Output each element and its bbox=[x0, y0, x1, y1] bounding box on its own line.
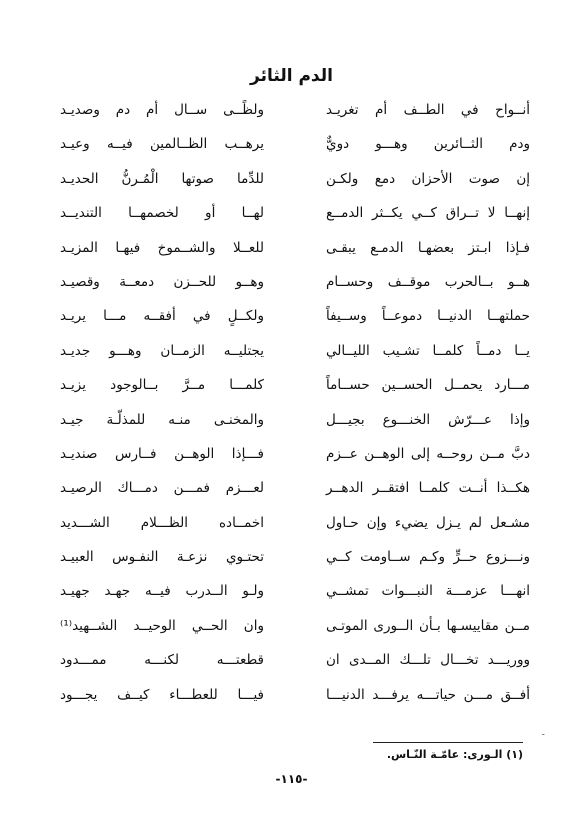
verse-second-hemistich: وهــو للحــزن دمعــة وقصيـد bbox=[60, 273, 264, 290]
verse-second-hemistich: ولظًــى ســال أم دم وصديـد bbox=[60, 102, 264, 118]
verse-first-hemistich: أفــق مـــن حياتـــه يرفـــد الدنيـــا bbox=[326, 686, 530, 703]
footnote-divider bbox=[373, 742, 523, 743]
verse-second-hemistich: ولـو الــدرب فيــه جهـد جهيـد bbox=[60, 583, 264, 600]
verse-line bbox=[60, 474, 530, 508]
verse-first-hemistich: وإذا عـــرّش الخنـــوع بجيـــل bbox=[326, 411, 530, 428]
verse-first-hemistich: فـإذا ابـتز بعضهـا الدمـع يبقـى bbox=[326, 239, 530, 256]
verse-first-hemistich: إن صوت الأحزان دمع ولكـن bbox=[326, 170, 530, 187]
verse-first-hemistich: هــو بــالحرب موقــف وحســام bbox=[326, 273, 530, 290]
verse-line bbox=[60, 406, 530, 440]
verse-first-hemistich: مشـعل لم يـزل يضيء وإن حـاول bbox=[326, 514, 530, 531]
verse-second-hemistich: لهــا أو لخصمهــا التنديــد bbox=[60, 205, 264, 222]
verse-second-hemistich: للعــلا والشــموخ فيهـا المزيـد bbox=[60, 239, 264, 256]
verse-line bbox=[60, 199, 530, 233]
verse-line bbox=[60, 268, 530, 302]
verse-line bbox=[60, 543, 530, 577]
verse-second-hemistich: ولكــلٍ في أفقــه مـــا يريـد bbox=[60, 308, 264, 325]
verse-first-hemistich: حملتهــا الدنيــا دموعــاً وســيفاً bbox=[326, 308, 530, 325]
verse-line bbox=[60, 681, 530, 715]
verse-first-hemistich: مــن مقاييسـها بـأن الــورى الموتـى bbox=[326, 617, 530, 634]
verse-line bbox=[60, 165, 530, 199]
verse-second-hemistich: يرهــب الظــالمين فيــه وعيـد bbox=[60, 136, 264, 153]
verse-first-hemistich: ونـــزوع حــرٍّ وكـم ســاومت كــي bbox=[326, 549, 530, 566]
page-number: -١١٥- bbox=[275, 772, 308, 786]
verse-line bbox=[60, 612, 530, 646]
verse-second-hemistich: فـــإذا الوهــن فــارس صنديـد bbox=[60, 445, 264, 462]
verse-second-hemistich: يجتليــه الزمــان وهـــو جديـد bbox=[60, 342, 264, 359]
verse-line bbox=[60, 130, 530, 164]
verse-line bbox=[60, 646, 530, 680]
verse-line bbox=[60, 440, 530, 474]
verse-second-hemistich: فيـــا للعطـــاء كيــف يجـــود bbox=[60, 686, 264, 703]
verse-line bbox=[60, 234, 530, 268]
verse-second-hemistich: كلمـــا مــرَّ بــالوجود يزيـد bbox=[60, 377, 264, 394]
verse-first-hemistich: مـــارد يحمــل الحســين حســاماً bbox=[326, 377, 530, 394]
verse-line bbox=[60, 96, 530, 130]
verse-line bbox=[60, 509, 530, 543]
verse-first-hemistich: هكــذا أنــت كلمــا افتقــر الدهــر bbox=[326, 480, 530, 497]
verse-first-hemistich: أنــواح في الطــف أم تغريـد bbox=[326, 102, 530, 118]
verse-second-hemistich: للدِّما صوتها الْمُـرنُّ الحديـد bbox=[60, 170, 264, 187]
verse-first-hemistich: إنهــا لا تــراق كــي يكــثر الدمــع bbox=[326, 205, 530, 222]
verse-second-hemistich: تحتـوي نزعـة النفـوس العبيـد bbox=[60, 549, 264, 566]
verse-line bbox=[60, 371, 530, 405]
verse-second-hemistich: والمخنـى منـه للمذلّـة جيـد bbox=[60, 411, 264, 428]
verse-first-hemistich: يــا دمــاً كلمــا تشـيب الليــالي bbox=[326, 342, 530, 359]
footnote: (١) الـورى: عامّـة النّـاس. bbox=[386, 748, 523, 761]
poem-verses bbox=[60, 96, 530, 715]
verse-second-hemistich: وان الحــي الوحيــد الشــهيد⁽¹⁾ bbox=[60, 617, 264, 634]
verse-first-hemistich: دبَّ مــن روحــه إلى الوهــن عــزم bbox=[326, 445, 530, 462]
verse-line bbox=[60, 577, 530, 611]
verse-first-hemistich: ووريـــد تخـــال تلـــك المــدى ان bbox=[326, 652, 530, 669]
verse-line bbox=[60, 337, 530, 371]
margin-mark: ـ bbox=[542, 728, 545, 737]
verse-first-hemistich: انهـــا عزمـــة النبـــوات تمشــي bbox=[326, 583, 530, 600]
verse-first-hemistich: ودم الثــائرين وهـــو دويٌّ bbox=[326, 136, 530, 153]
verse-second-hemistich: لعـــزم فمـــن دمـــاك الرصيـد bbox=[60, 480, 264, 497]
verse-line bbox=[60, 302, 530, 336]
poem-title: الدم الثائر bbox=[250, 66, 333, 86]
verse-second-hemistich: اخمــاده الظـــلام الشـــديد bbox=[60, 514, 264, 531]
verse-second-hemistich: قطعتـــه لكنـــه ممـــدود bbox=[60, 652, 264, 669]
